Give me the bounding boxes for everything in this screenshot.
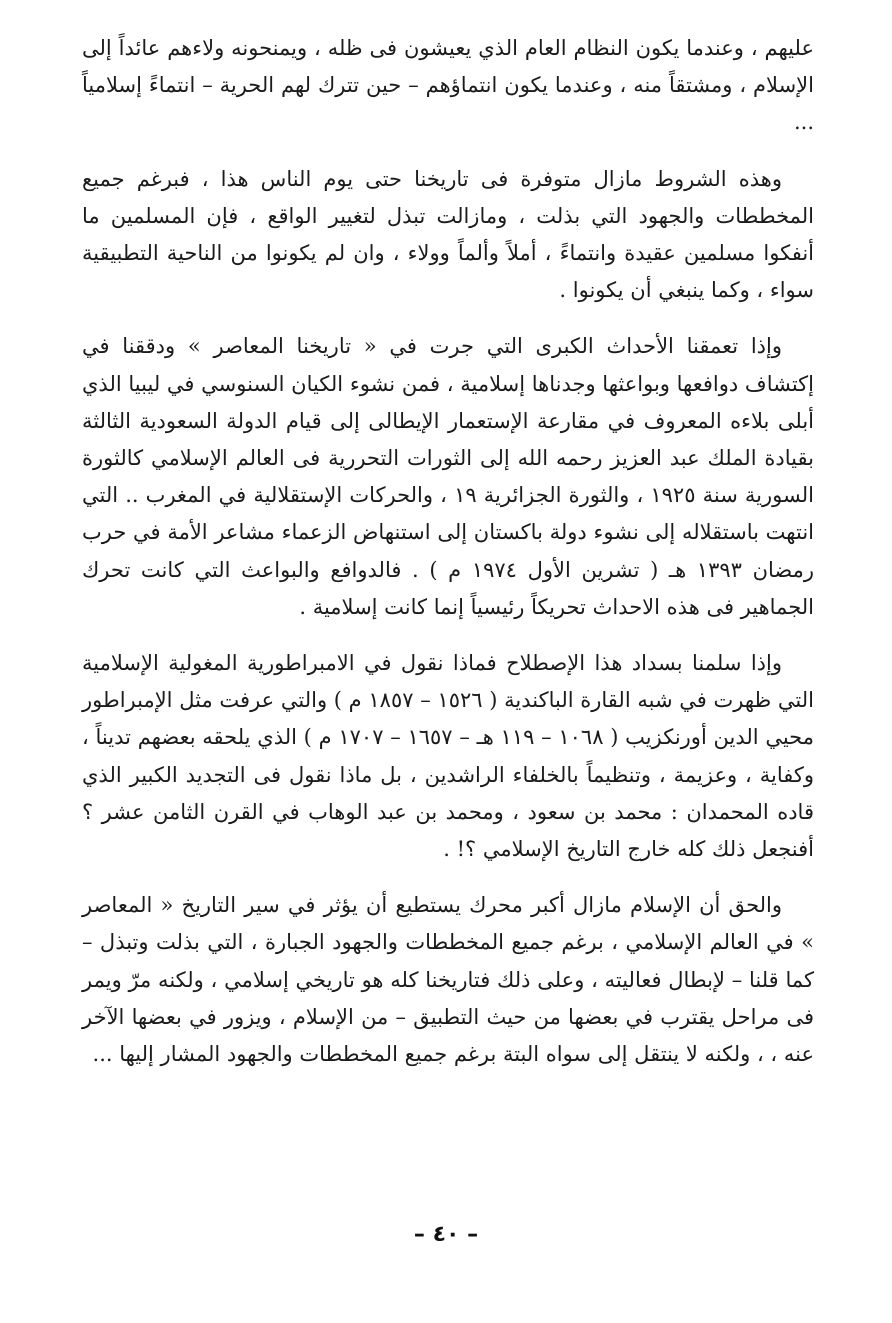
paragraph-4: وإذا سلمنا بسداد هذا الإصطلاح فماذا نقول في الامبراطورية المغولية الإسلامية التي ظهرت في شبه القارة الباكندية ( ١٥٢٦ – ١٨٥٧ م ) والتي عرفت مثل الإمبراطور محيي الدين أورنكزيب ( ١٠٦٨ – ١١٩ هـ – ١٦٥٧ – ١٧٠٧ م ) الذي يلحقه بعضهم تديناً ، وكفاية ، وعزيمة ، وتنظيماً بالخلفاء الراشدين ، بل ماذا نقول فى التجديد الكبير الذي قاده المحمدان : محمد بن سعود ، ومحمد بن عبد الوهاب في القرن الثامن عشر ؟ أفنجعل ذلك كله خارج التاريخ الإسلامي ؟! . <box>82 651 815 862</box>
paragraph-2: وهذه الشروط مازال متوفرة فى تاريخنا حتى يوم الناس هذا ، فبرغم جميع المخططات والجهود التي بذلت ، ومازالت تبذل لتغيير الواقع ، فإن المسلمين ما أنفكوا مسلمين عقيدة وانتماءً ، أملاً وألماً وولاء ، وان لم يكونوا من الناحية التطبيقية سواء ، وكما ينبغي أن يكونوا . <box>82 166 814 303</box>
paragraph-1: عليهم ، وعندما يكون النظام العام الذي يعيشون فى ظله ، ويمنحونه ولاءهم عائداً إلى الإسلام ، ومشتقاً منه ، وعندما يكون انتماؤهم – حين تترك لهم الحرية – انتماءً إسلامياً ... <box>82 36 814 135</box>
paragraph-5: والحق أن الإسلام مازال أكبر محرك يستطيع أن يؤثر في سير التاريخ « المعاصر » في العالم الإسلامي ، برغم جميع المخططات والجهود الجبارة ، التي بذلت وتبذل – كما قلنا – لإبطال فعاليته ، وعلى ذلك فتاريخنا كله هو تاريخي إسلامي ، ولكنه مرّ ويمر فى مراحل يقترب في بعضها من حيث التطبيق – من الإسلام ، ويزور في بعضها الآخر عنه ، ، ولكنه لا ينتقل إلى سواه البتة برغم جميع المخططات والجهود المشار إليها ... <box>82 893 815 1067</box>
page-body <box>82 30 814 1092</box>
paragraph-3: وإذا تعمقنا الأحداث الكبرى التي جرت في « تاريخنا المعاصر » ودققنا في إكتشاف دوافعها وبواعثها وجدناها إسلامية ، فمن نشوء الكيان السنوسي في ليبيا الذي أبلى بلاءه المعروف في مقارعة الإستعمار الإيطالى إلى قيام الدولة السعودية الثالثة بقيادة الملك عبد العزيز رحمه الله إلى الثورات التحررية فى العالم الإسلامي كالثورة السورية سنة ١٩٢٥ ، والثورة الجزائرية ١٩ ، والحركات الإستقلالية في المغرب .. التي انتهت باستقلاله إلى نشوء دولة باكستان إلى استنهاض الزعماء مشاعر الأمة في حرب رمضان ١٣٩٣ هـ ( تشرين الأول ١٩٧٤ م ) . فالدوافع والبواعث التي كانت تحرك الجماهير فى هذه الاحداث تحريكاً رئيسياً إنما كانت إسلامية . <box>82 334 814 619</box>
page-number: – ٤٠ – <box>413 1222 479 1247</box>
